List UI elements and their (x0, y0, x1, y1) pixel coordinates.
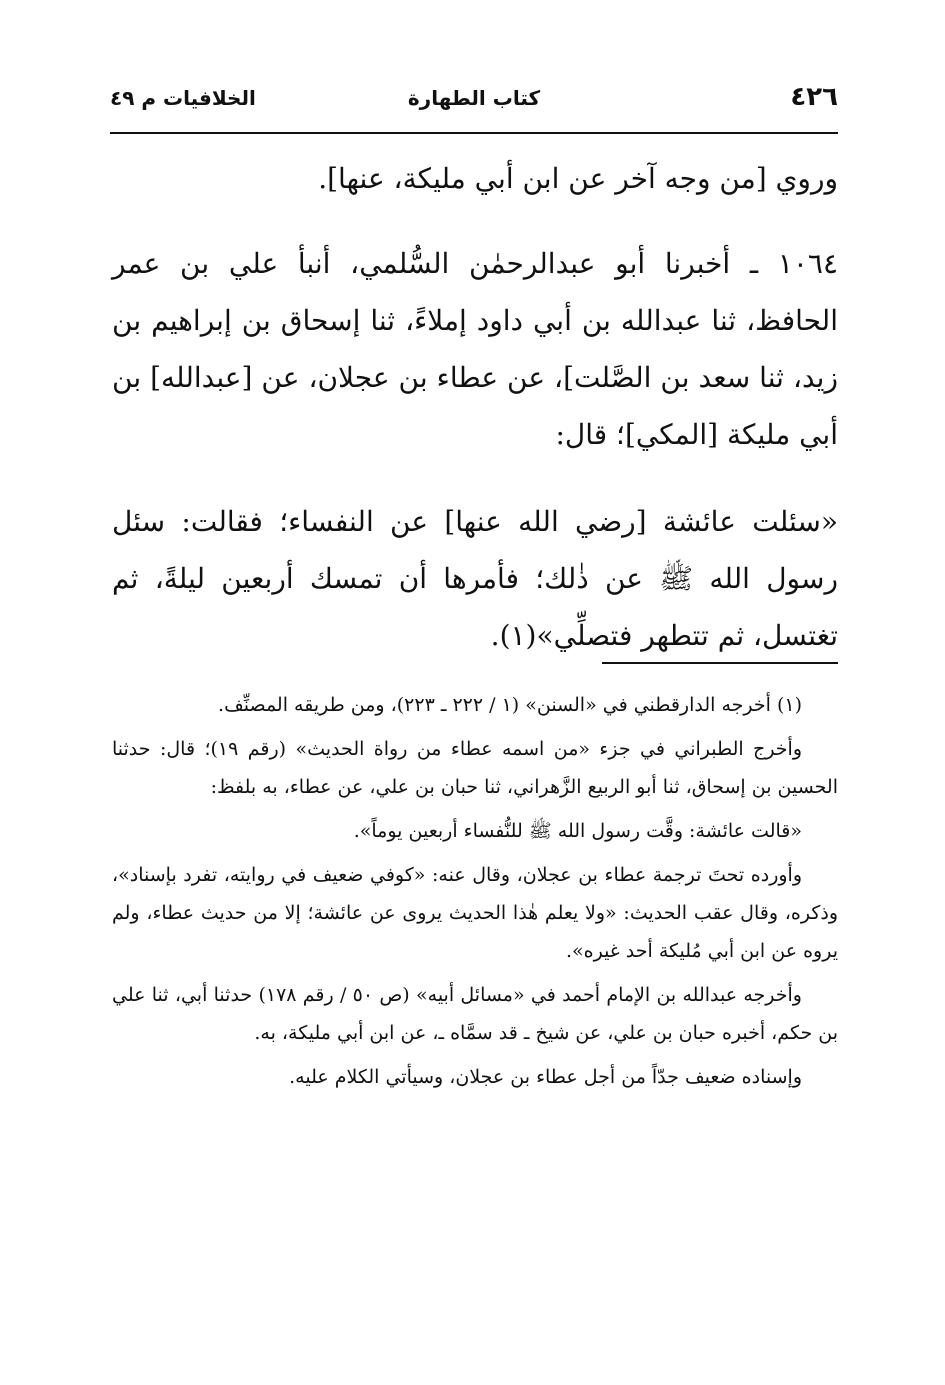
paragraph-variant-narration: وروي [من وجه آخر عن ابن أبي مليكة، عنها]. (318, 162, 838, 195)
footnote-quote: «قالت عائشة: وقَّت رسول الله ﷺ للنُّفساء أربعين يوماً». (353, 820, 802, 842)
volume-reference: الخلافيات م ٤٩ (110, 86, 256, 110)
running-header (110, 82, 838, 122)
footnote-masail: وأخرجه عبدالله بن الإمام أحمد في «مسائل أبيه» (ص ٥٠ / رقم ١٧٨) حدثنا أبي، ثنا علي بن حكم، أخبره حبان بن علي، عن شيخ ـ قد سمَّاه ـ، عن ابن أبي مليكة، به. (112, 984, 838, 1044)
paragraph-hadith-text: «سئلت عائشة [رضي الله عنها] عن النفساء؛ فقالت: سئل رسول الله ﷺ عن ذٰلك؛ فأمرها أن تمسك أربعين ليلةً، ثم تغتسل، ثم تتطهر فتصلِّي»(١). (112, 505, 838, 652)
footnote-tabarani: وأخرج الطبراني في جزء «من اسمه عطاء من رواة الحديث» (رقم ١٩)؛ قال: حدثنا الحسين بن إسحاق، ثنا أبو الربيع الزَّهراني، ثنا حبان بن علي، عن عطاء، به بلفظ: (112, 738, 838, 798)
header-rule (110, 132, 838, 134)
footnote-grading: وإسناده ضعيف جدّاً من أجل عطاء بن عجلان، وسيأتي الكلام عليه. (289, 1066, 802, 1088)
paragraph-hadith-chain: ١٠٦٤ ـ أخبرنا أبو عبدالرحمٰن السُّلمي، أنبأ علي بن عمر الحافظ، ثنا عبدالله بن أبي داود إملاءً، ثنا إسحاق بن إبراهيم بن زيد، ثنا سعد بن الصَّلت]، عن عطاء بن عجلان، عن [عبدالله] بن أبي مليكة [المكي]؛ قال: (112, 247, 838, 451)
page-number: ٤٢٦ (790, 82, 838, 112)
book-title: كتاب الطهارة (407, 86, 541, 110)
footnote-1: (١) أخرجه الدارقطني في «السنن» (١ / ٢٢٢ ـ ٢٢٣)، ومن طريقه المصنِّف. (218, 694, 802, 716)
footnote-separator (602, 662, 838, 664)
footnotes (112, 686, 838, 1096)
footnote-tarjama: وأورده تحتَ ترجمة عطاء بن عجلان، وقال عنه: «كوفي ضعيف في روايته، تفرد بإسناد»، وذكره، وقال عقب الحديث: «ولا يعلم هٰذا الحديث يروى عن عائشة؛ إلا من حديث عطاء، ولم يروه عن ابن أبي مُليكة أحد غيره». (112, 864, 838, 962)
main-text (112, 150, 838, 664)
